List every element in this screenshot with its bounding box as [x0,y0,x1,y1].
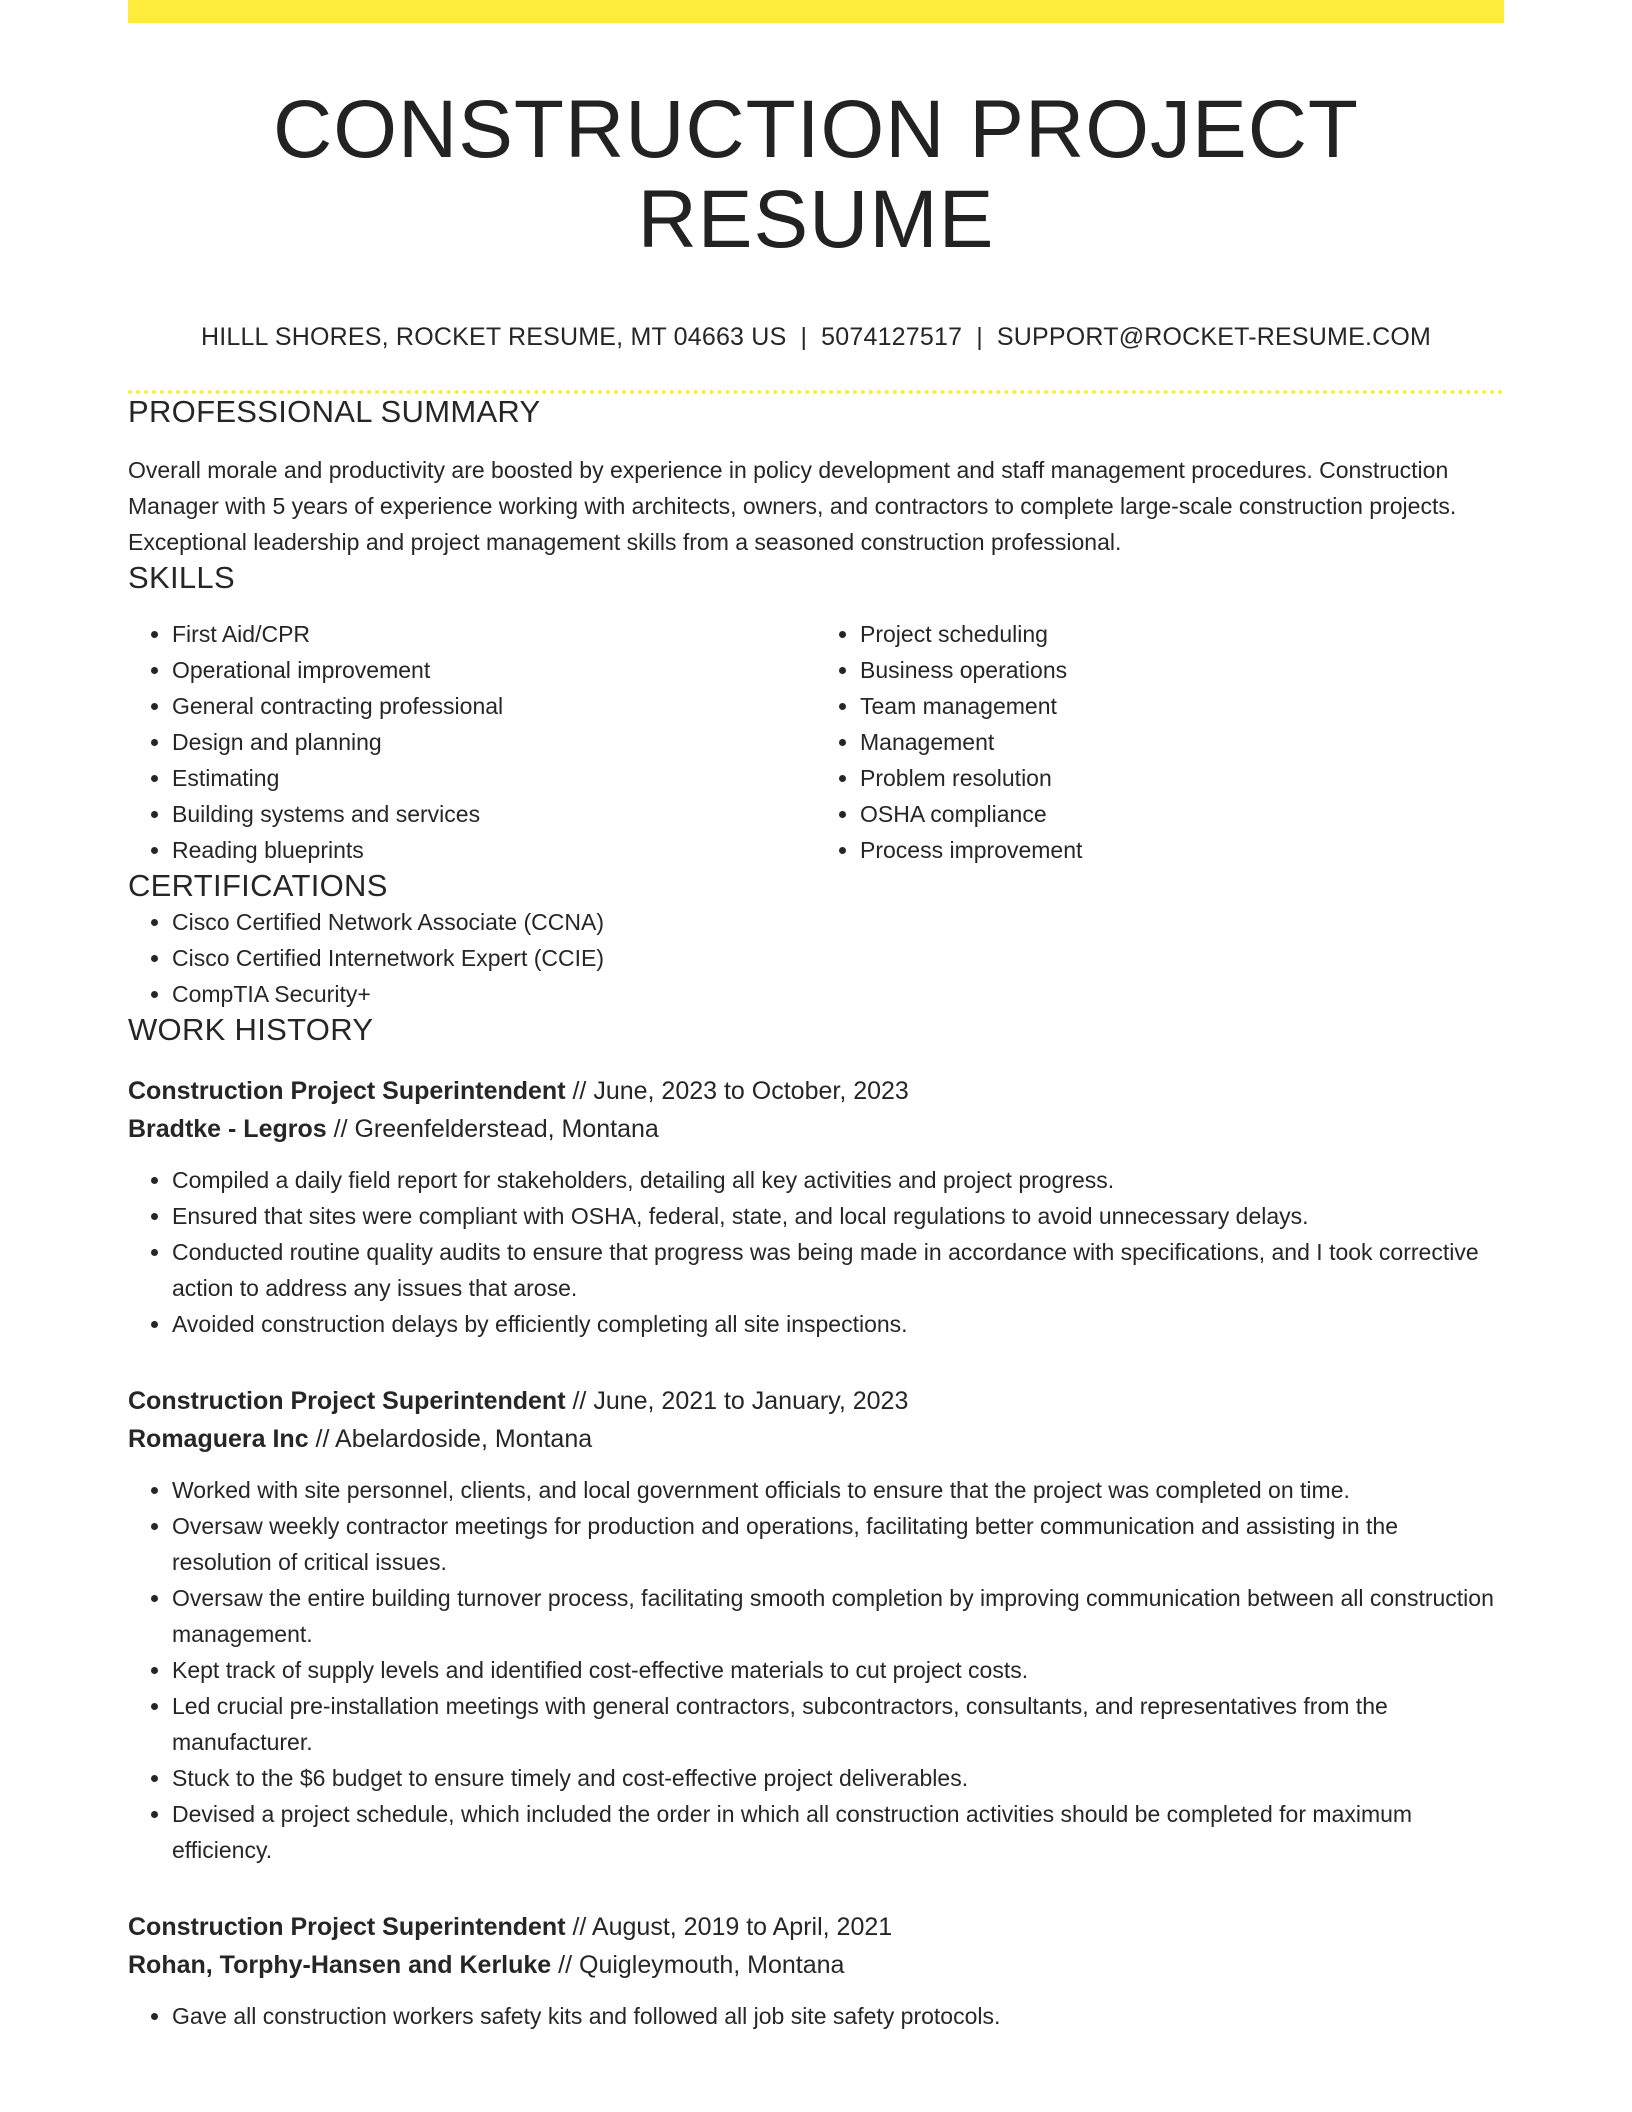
job-bullet: • Devised a project schedule, which included the order in which all construction activities should be completed for maximum efficiency. [172,1796,1504,1868]
job-dates: // June, 2021 to January, 2023 [565,1387,909,1416]
summary-text: Overall morale and productivity are boosted by experience in policy development and staff management procedures. Construction Manager with 5 years of experience working with architects, owners, and contractors to complete large-scale construction projects. Exceptional leadership and project management skills from a seasoned construction professional. [128,457,1457,556]
skills-columns [128,616,1504,868]
job-bullets [128,1998,1504,2034]
job-bullet: • Kept track of supply levels and identified cost-effective materials to cut project costs. [172,1652,1504,1688]
job-company-line [128,1110,1504,1148]
job-bullets [128,1162,1504,1342]
summary-heading: PROFESSIONAL SUMMARY [128,394,541,430]
job-bullet: • Compiled a daily field report for stakeholders, detailing all key activities and project progress. [172,1162,1504,1198]
certification-item: • Cisco Certified Network Associate (CCNA) [172,904,1504,940]
skill-item: • OSHA compliance [860,796,1504,832]
certification-item: • Cisco Certified Internetwork Expert (CCIE) [172,940,1504,976]
resume-title: CONSTRUCTION PROJECT RESUME [273,84,1359,266]
contact-email: SUPPORT@ROCKET-RESUME.COM [996,323,1432,352]
skill-item: • Project scheduling [860,616,1504,652]
job-title-line [128,1072,1504,1110]
job-bullet: • Gave all construction workers safety kits and followed all job site safety protocols. [172,1998,1504,2034]
job-location: // Quigleymouth, Montana [551,1951,845,1980]
job-dates: // June, 2023 to October, 2023 [565,1077,909,1106]
skill-item: • General contracting professional [172,688,816,724]
job-title-line [128,1908,1504,1946]
contact-address: HILLL SHORES, ROCKET RESUME, MT 04663 US [200,323,787,352]
contact-phone: 5074127517 [821,323,963,352]
job-bullet: • Oversaw the entire building turnover process, facilitating smooth completion by improving communication between all construction management. [172,1580,1504,1652]
skill-item: • Business operations [860,652,1504,688]
skills-heading: SKILLS [128,560,235,596]
contact-line [128,323,1504,352]
skill-item: • First Aid/CPR [172,616,816,652]
job-company-line [128,1420,1504,1458]
contact-separator: | [800,323,808,352]
job-dates: // August, 2019 to April, 2021 [565,1913,893,1942]
job-entry [128,1908,1504,2034]
job-title: Construction Project Superintendent [128,1387,566,1416]
skill-item: • Building systems and services [172,796,816,832]
certification-item: • CompTIA Security+ [172,976,1504,1012]
skill-item: • Operational improvement [172,652,816,688]
contact-separator: | [976,323,983,352]
top-accent-bar [128,0,1504,23]
job-bullet: • Conducted routine quality audits to ensure that progress was being made in accordance with specifications, and I took corrective action to address any issues that arose. [172,1234,1504,1306]
job-location: // Greenfelderstead, Montana [326,1115,659,1144]
skill-item: • Design and planning [172,724,816,760]
skills-list-left [128,616,816,868]
job-company-line [128,1946,1504,1984]
work-history-heading: WORK HISTORY [128,1012,374,1048]
job-title: Construction Project Superintendent [128,1077,566,1106]
skills-list-right [816,616,1504,868]
skill-item: • Reading blueprints [172,832,816,868]
resume-content [128,23,1504,2034]
job-company: Romaguera Inc [128,1425,309,1454]
certifications-heading: CERTIFICATIONS [128,868,388,904]
job-bullet: • Worked with site personnel, clients, and local government officials to ensure that the project was completed on time. [172,1472,1504,1508]
job-entry [128,1382,1504,1868]
skill-item: • Estimating [172,760,816,796]
job-bullet: • Oversaw weekly contractor meetings for production and operations, facilitating better communication and assisting in the resolution of critical issues. [172,1508,1504,1580]
job-company: Bradtke - Legros [128,1115,327,1144]
skill-item: • Team management [860,688,1504,724]
job-title-line [128,1382,1504,1420]
certifications-list [128,904,1504,1012]
skill-item: • Problem resolution [860,760,1504,796]
job-title: Construction Project Superintendent [128,1913,566,1942]
job-bullet: • Avoided construction delays by efficiently completing all site inspections. [172,1306,1504,1342]
job-entry [128,1072,1504,1342]
skill-item: • Management [860,724,1504,760]
job-location: // Abelardoside, Montana [308,1425,593,1454]
job-bullet: • Led crucial pre-installation meetings with general contractors, subcontractors, consultants, and representatives from the manufacturer. [172,1688,1504,1760]
job-bullet: • Ensured that sites were compliant with OSHA, federal, state, and local regulations to avoid unnecessary delays. [172,1198,1504,1234]
job-company: Rohan, Torphy-Hansen and Kerluke [128,1951,552,1980]
job-bullet: • Stuck to the $6 budget to ensure timely and cost-effective project deliverables. [172,1760,1504,1796]
skill-item: • Process improvement [860,832,1504,868]
job-bullets [128,1472,1504,1868]
